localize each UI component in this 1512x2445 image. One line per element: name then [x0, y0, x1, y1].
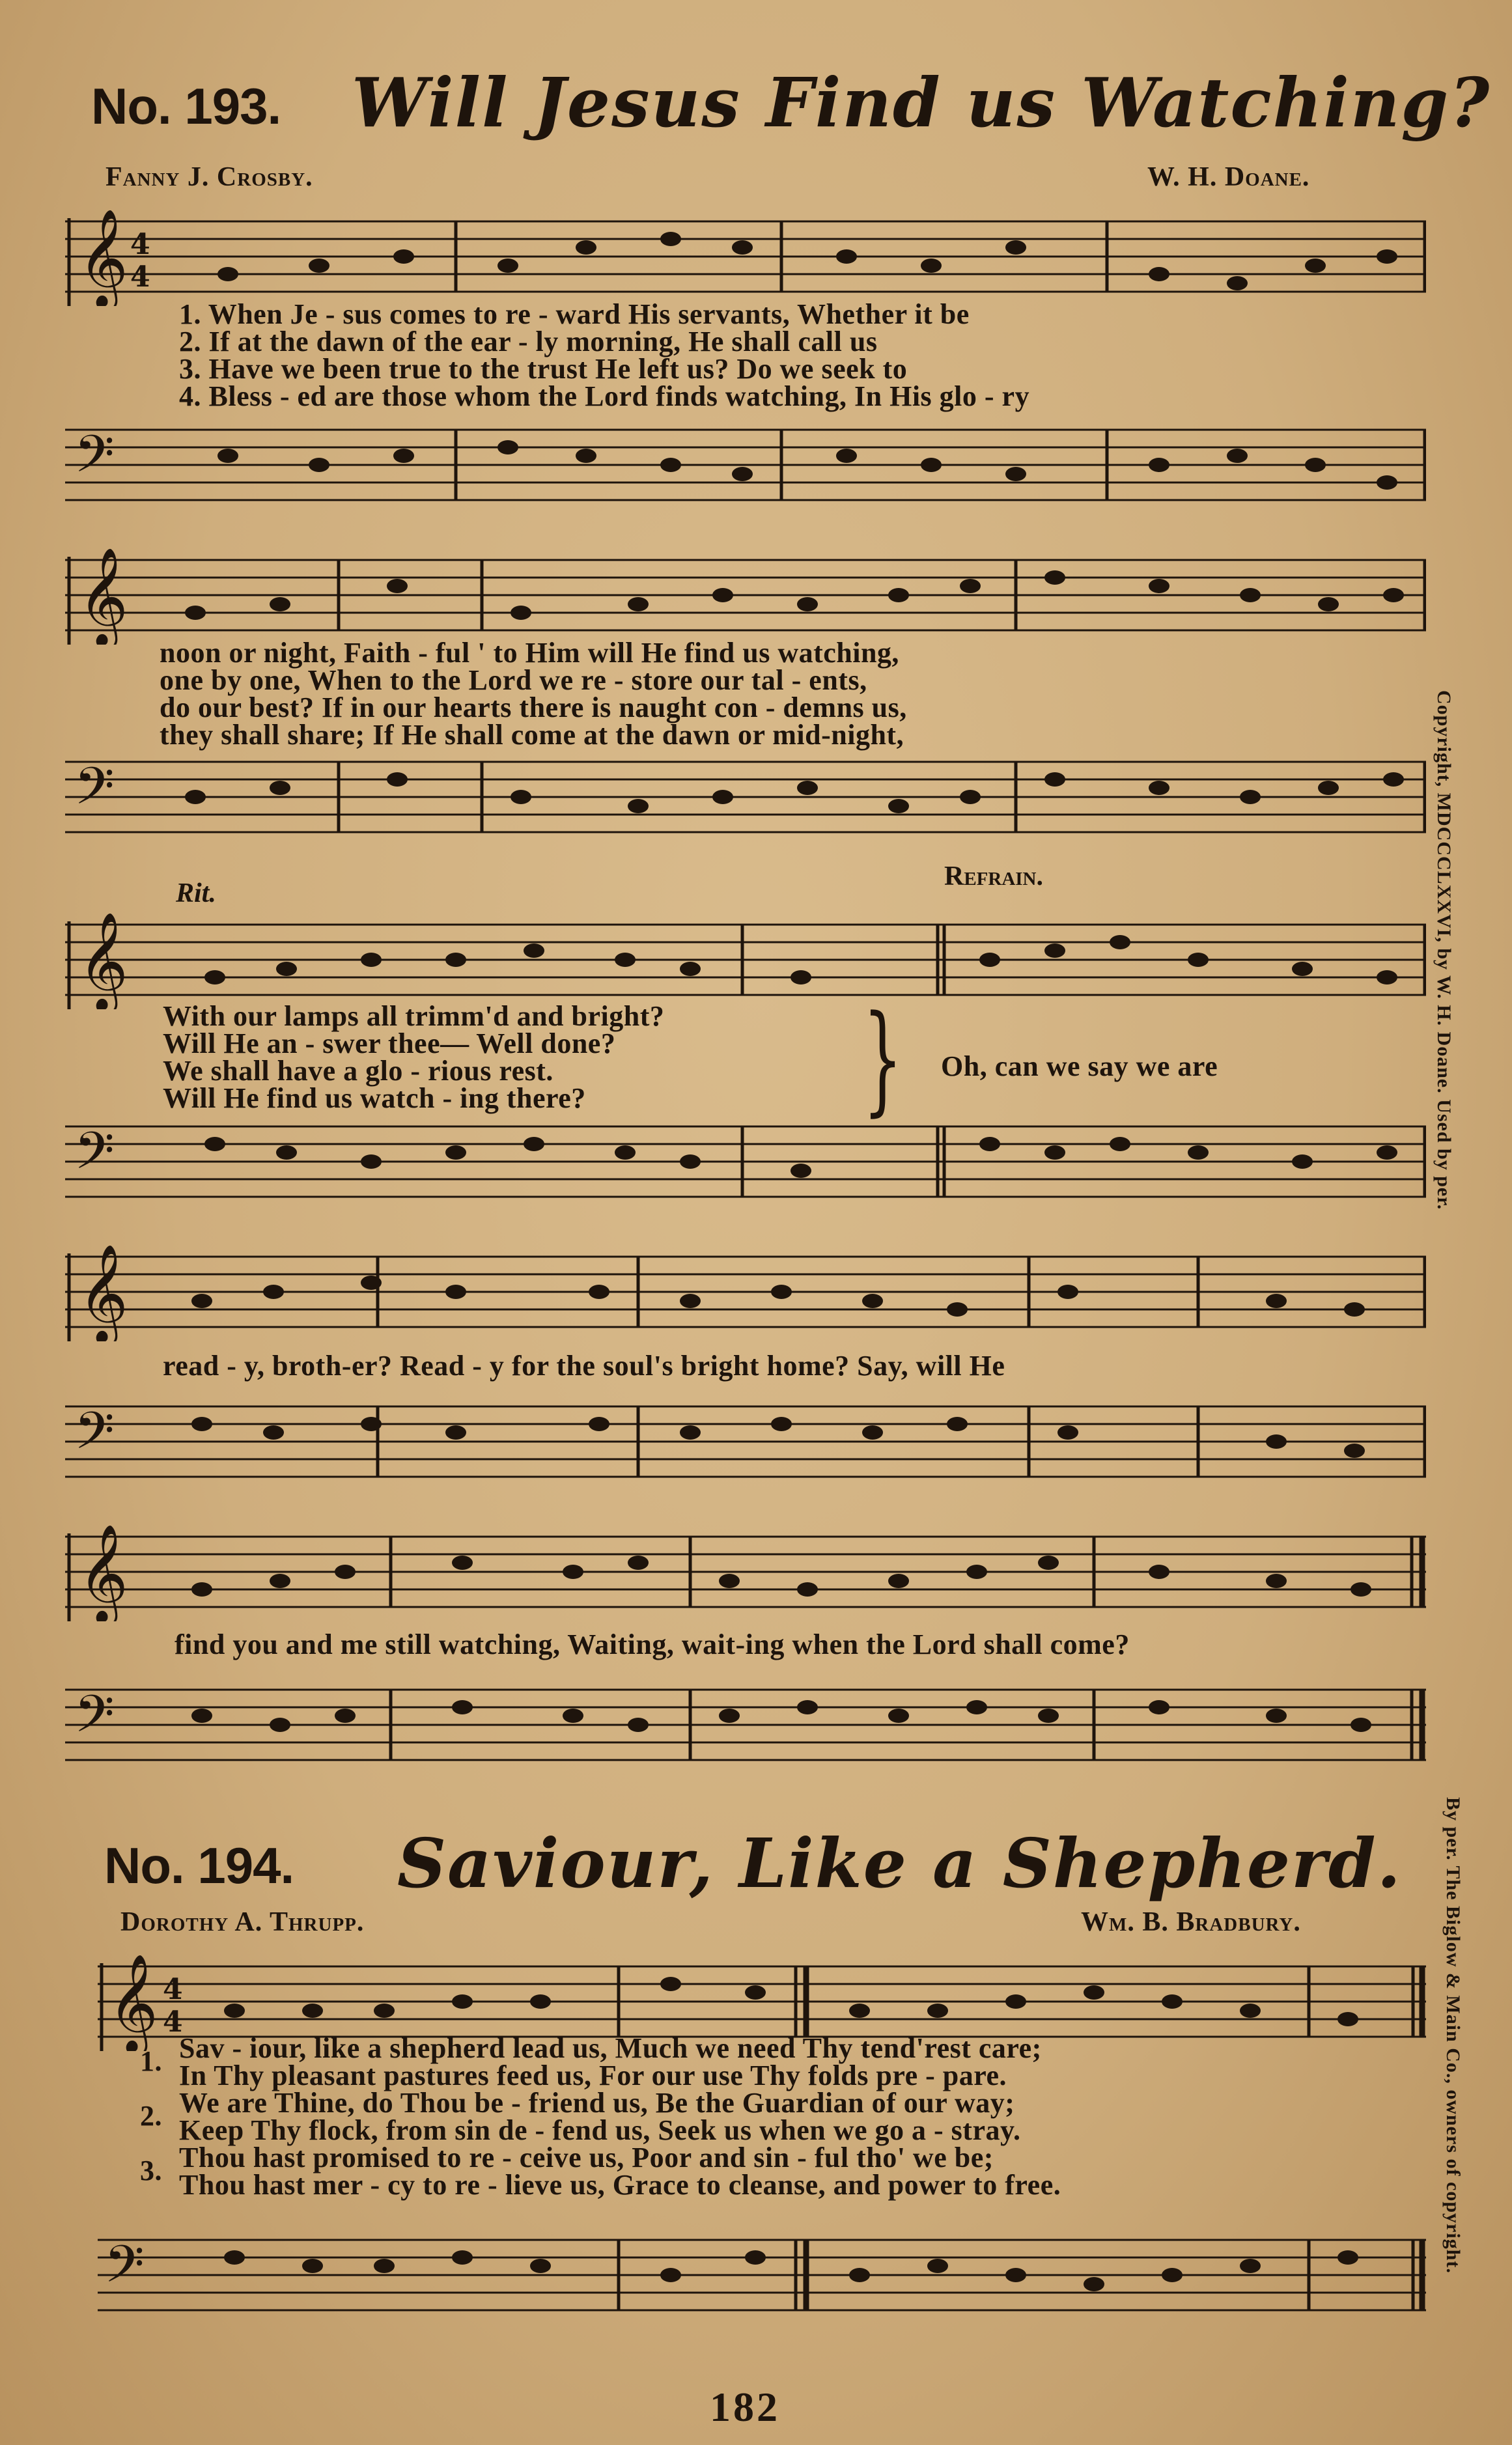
- svg-text:𝄢: 𝄢: [104, 2234, 145, 2307]
- svg-text:4: 4: [130, 260, 150, 294]
- svg-text:𝄞: 𝄞: [78, 912, 128, 1009]
- lyric-line: We shall have a glo - rious rest.: [163, 1055, 553, 1087]
- svg-text:𝄞: 𝄞: [78, 547, 128, 645]
- staff-lines: [65, 1524, 1426, 1621]
- staff-lines: [65, 417, 1426, 514]
- lyric-line: 1. When Je - sus comes to re - ward His servants, Whether it be: [179, 298, 970, 330]
- lyric-line: one by one, When to the Lord we re - store our tal - ents,: [160, 664, 867, 696]
- verse-number: 1.: [140, 2045, 162, 2077]
- treble-staff: [65, 547, 1426, 645]
- bass-staff: [65, 1677, 1426, 1774]
- treble-staff: [65, 912, 1426, 1009]
- svg-text:4: 4: [130, 228, 150, 261]
- svg-text:𝄞: 𝄞: [78, 1524, 128, 1621]
- lyrics-system-3: [163, 1000, 665, 1114]
- lyrics-system-2: [160, 639, 907, 749]
- lyricist-credit: Fanny J. Crosby.: [105, 162, 313, 192]
- svg-text:𝄞: 𝄞: [78, 1244, 128, 1341]
- staff-lines: [65, 1677, 1426, 1774]
- svg-text:4: 4: [163, 1973, 183, 2006]
- lyrics-system-4: read - y, broth-er? Read - y for the soul's bright home? Say, will He: [163, 1350, 1005, 1382]
- lyric-line: 2. If at the dawn of the ear - ly morning, He shall call us: [179, 326, 878, 357]
- copyright-note: Copyright, MDCCCLXXVI, by W. H. Doane. Used by per.: [1433, 690, 1455, 1210]
- svg-text:4: 4: [163, 2005, 183, 2039]
- hymn-number: No. 193.: [91, 77, 281, 135]
- refrain-lyric: Oh, can we say we are: [941, 1050, 1218, 1082]
- svg-text:𝄢: 𝄢: [74, 424, 115, 497]
- lyric-line: do our best? If in our hearts there is naught con - demns us,: [160, 692, 907, 723]
- svg-text:𝄢: 𝄢: [74, 756, 115, 829]
- lyric-line: 3. Have we been true to the trust He left us? Do we seek to: [179, 353, 908, 385]
- svg-text:𝄢: 𝄢: [74, 1401, 115, 1474]
- bass-staff: [65, 749, 1426, 846]
- lyric-line: Will He find us watch - ing there?: [163, 1082, 586, 1114]
- lyric-line: Thou hast mer - cy to re - lieve us, Grace to cleanse, and power to free.: [179, 2169, 1061, 2201]
- composer-credit: Wm. B. Bradbury.: [1081, 1907, 1301, 1937]
- staff-lines: [65, 547, 1426, 645]
- lyrics-system-1: [179, 298, 1030, 412]
- staff-lines: [65, 1113, 1426, 1211]
- hymn-number: No. 194.: [104, 1837, 294, 1894]
- hymn-title: Saviour, Like a Shepherd.: [397, 1823, 1402, 1903]
- refrain-marking: Refrain.: [944, 861, 1044, 891]
- svg-text:𝄞: 𝄞: [78, 208, 128, 306]
- bass-staff: [98, 2227, 1426, 2325]
- lyricist-credit: Dorothy A. Thrupp.: [120, 1907, 365, 1937]
- treble-staff: [65, 208, 1426, 306]
- lyric-line: With our lamps all trimm'd and bright?: [163, 1000, 665, 1032]
- lyrics-verses: [179, 2032, 1061, 2201]
- lyrics-system-5: find you and me still watching, Waiting, wait-ing when the Lord shall come?: [175, 1628, 1130, 1660]
- bass-staff: [65, 1393, 1426, 1491]
- lyric-line: 4. Bless - ed are those whom the Lord finds watching, In His glo - ry: [179, 380, 1030, 412]
- verse-number: 2.: [140, 2100, 162, 2132]
- ritardando-marking: Rit.: [176, 878, 216, 908]
- svg-text:𝄞: 𝄞: [108, 1953, 158, 2051]
- copyright-note: By per. The Biglow & Main Co., owners of copyright.: [1442, 1797, 1464, 2274]
- page-number: 182: [710, 2384, 780, 2430]
- lyric-line: In Thy pleasant pastures feed us, For our use Thy folds pre - pare.: [179, 2060, 1007, 2091]
- svg-text:𝄢: 𝄢: [74, 1684, 115, 1757]
- bass-staff: [65, 417, 1426, 514]
- treble-staff: [65, 1244, 1426, 1341]
- verse-number: 3.: [140, 2155, 162, 2187]
- treble-staff: [65, 1524, 1426, 1621]
- svg-text:𝄢: 𝄢: [74, 1121, 115, 1194]
- staff-lines: [65, 912, 1426, 1009]
- lyric-line: Thou hast promised to re - ceive us, Poor and sin - ful tho' we be;: [179, 2142, 994, 2173]
- staff-lines: [98, 2227, 1426, 2325]
- lyric-line: We are Thine, do Thou be - friend us, Be the Guardian of our way;: [179, 2087, 1015, 2119]
- staff-lines: [65, 1244, 1426, 1341]
- bass-staff: [65, 1113, 1426, 1211]
- lyric-line: they shall share; If He shall come at the dawn or mid-night,: [160, 719, 904, 751]
- staff-lines: [65, 1393, 1426, 1491]
- staff-lines: [65, 208, 1426, 306]
- lyric-line: Keep Thy flock, from sin de - fend us, Seek us when we go a - stray.: [179, 2114, 1021, 2146]
- lyric-line: noon or night, Faith - ful ' to Him will He find us watching,: [160, 637, 899, 669]
- hymn-title: Will Jesus Find us Watching?: [352, 63, 1491, 143]
- staff-lines: [65, 749, 1426, 846]
- verse-numbers: [140, 2045, 162, 2212]
- composer-credit: W. H. Doane.: [1147, 162, 1310, 192]
- lyric-line: Sav - iour, like a shepherd lead us, Much we need Thy tend'rest care;: [179, 2032, 1042, 2064]
- verse-brace: }: [863, 989, 903, 1128]
- lyric-line: Will He an - swer thee— Well done?: [163, 1027, 616, 1059]
